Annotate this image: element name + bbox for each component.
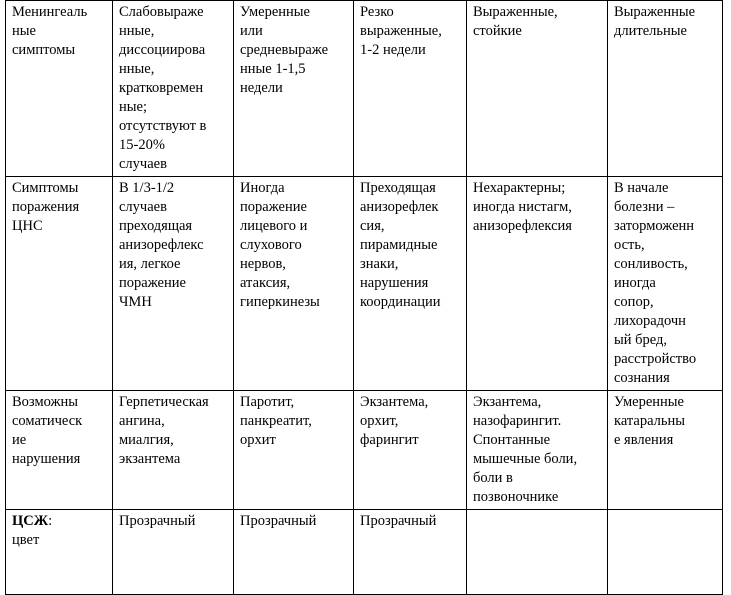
row-header-somatic: Возможны соматическ ие нарушения: [6, 391, 113, 510]
table-cell: Герпетическая ангина, миалгия, экзантема: [113, 391, 234, 510]
table-cell: Прозрачный: [354, 510, 467, 595]
table-row: [6, 1, 723, 177]
table-cell: Выраженные, стойкие: [467, 1, 608, 177]
row-header-csf-color: ЦСЖ: цвет: [6, 510, 113, 595]
table-cell: Прозрачный: [113, 510, 234, 595]
row-header-meningeal: Менингеаль ные симптомы: [6, 1, 113, 177]
csf-color-label: цвет: [12, 532, 40, 548]
row-header-cns: Симптомы поражения ЦНС: [6, 177, 113, 391]
table-cell: Экзантема, орхит, фарингит: [354, 391, 467, 510]
table-cell: Экзантема, назофарингит. Спонтанные мышечные боли, боли в позвоночнике: [467, 391, 608, 510]
table-cell: Выраженные длительные: [608, 1, 723, 177]
table-cell: Слабовыраже нные, диссоциирова нные, кратковремен ные; отсутствуют в 15-20% случаев: [113, 1, 234, 177]
table-cell: В начале болезни – заторможенн ость, сонливость, иногда сопор, лихорадочн ый бред, расстройство сознания: [608, 177, 723, 391]
table-cell: Умеренные или средневыраже нные 1-1,5 недели: [234, 1, 354, 177]
table-cell: Паротит, панкреатит, орхит: [234, 391, 354, 510]
table-cell: Преходящая анизорефлек сия, пирамидные знаки, нарушения координации: [354, 177, 467, 391]
table-cell: В 1/3-1/2 случаев преходящая анизорефлекс ия, легкое поражение ЧМН: [113, 177, 234, 391]
table-cell: Прозрачный: [234, 510, 354, 595]
csf-label: ЦСЖ: [12, 513, 49, 529]
table-row: [6, 391, 723, 510]
clinical-comparison-table: [5, 0, 723, 595]
table-cell: Умеренные катаральны е явления: [608, 391, 723, 510]
table-cell: Нехарактерны; иногда нистагм, анизорефлексия: [467, 177, 608, 391]
table-cell: Резко выраженные, 1-2 недели: [354, 1, 467, 177]
table-cell: Иногда поражение лицевого и слухового нервов, атаксия, гиперкинезы: [234, 177, 354, 391]
table-cell: [608, 510, 723, 595]
table-row: [6, 510, 723, 595]
table-row: [6, 177, 723, 391]
table-cell: [467, 510, 608, 595]
